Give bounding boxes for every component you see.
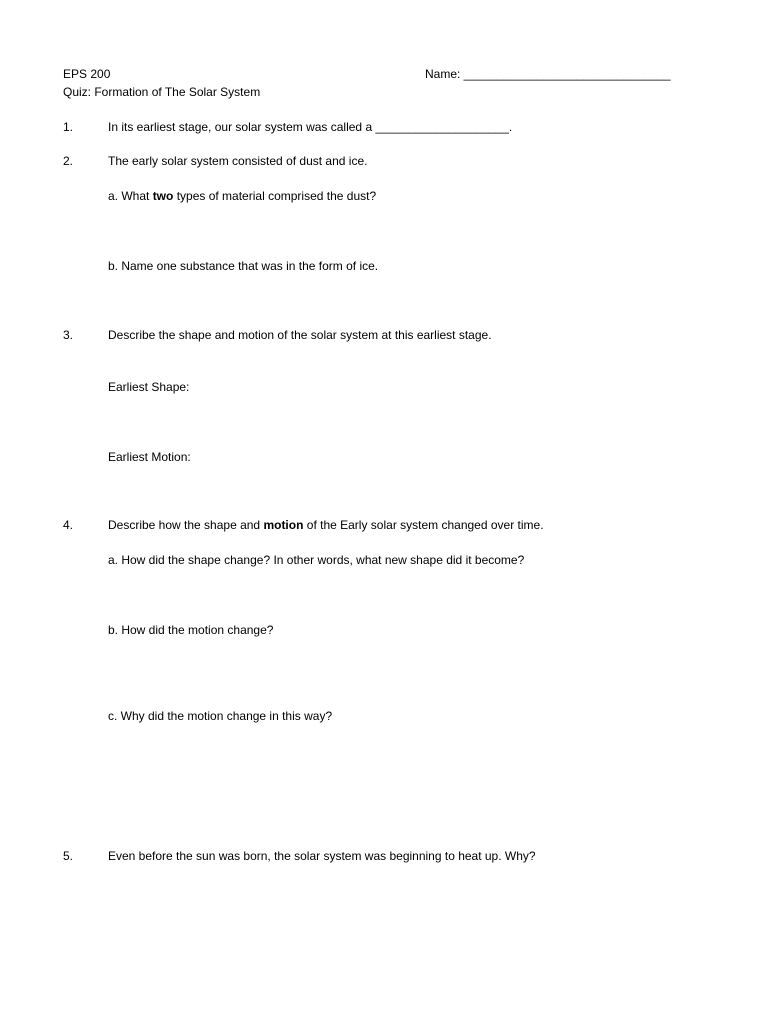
question-4-text bbox=[108, 518, 544, 532]
question-2-text: The early solar system consisted of dust and ice. bbox=[108, 154, 368, 168]
question-5-number: 5. bbox=[63, 849, 74, 863]
question-4-emphasis: motion bbox=[263, 518, 304, 532]
question-4-prefix: Describe how the shape and bbox=[108, 518, 264, 532]
question-4a-text: a. How did the shape change? In other words, what new shape did it become? bbox=[108, 553, 525, 567]
question-2a-prefix: a. What bbox=[108, 189, 153, 203]
course-code: EPS 200 bbox=[63, 67, 111, 81]
question-2a-text bbox=[108, 189, 376, 203]
question-1-number: 1. bbox=[63, 120, 74, 134]
question-2a-suffix: types of material comprised the dust? bbox=[173, 189, 377, 203]
question-4-number: 4. bbox=[63, 518, 74, 532]
question-2b-text: b. Name one substance that was in the form of ice. bbox=[108, 259, 379, 273]
question-3-number: 3. bbox=[63, 328, 74, 342]
question-4c-text: c. Why did the motion change in this way? bbox=[108, 709, 333, 723]
question-3-text: Describe the shape and motion of the solar system at this earliest stage. bbox=[108, 328, 492, 342]
question-2a-emphasis: two bbox=[152, 189, 174, 203]
question-1-text: In its earliest stage, our solar system was called a ____________________. bbox=[108, 120, 513, 134]
question-2-number: 2. bbox=[63, 154, 74, 168]
earliest-shape-label: Earliest Shape: bbox=[108, 380, 190, 394]
question-4b-text: b. How did the motion change? bbox=[108, 623, 274, 637]
quiz-title: Quiz: Formation of The Solar System bbox=[63, 85, 261, 99]
earliest-motion-label: Earliest Motion: bbox=[108, 450, 191, 464]
question-5-text: Even before the sun was born, the solar system was beginning to heat up. Why? bbox=[108, 849, 536, 863]
question-4-suffix: of the Early solar system changed over time. bbox=[303, 518, 544, 532]
name-field-label: Name: _______________________________ bbox=[425, 67, 671, 81]
